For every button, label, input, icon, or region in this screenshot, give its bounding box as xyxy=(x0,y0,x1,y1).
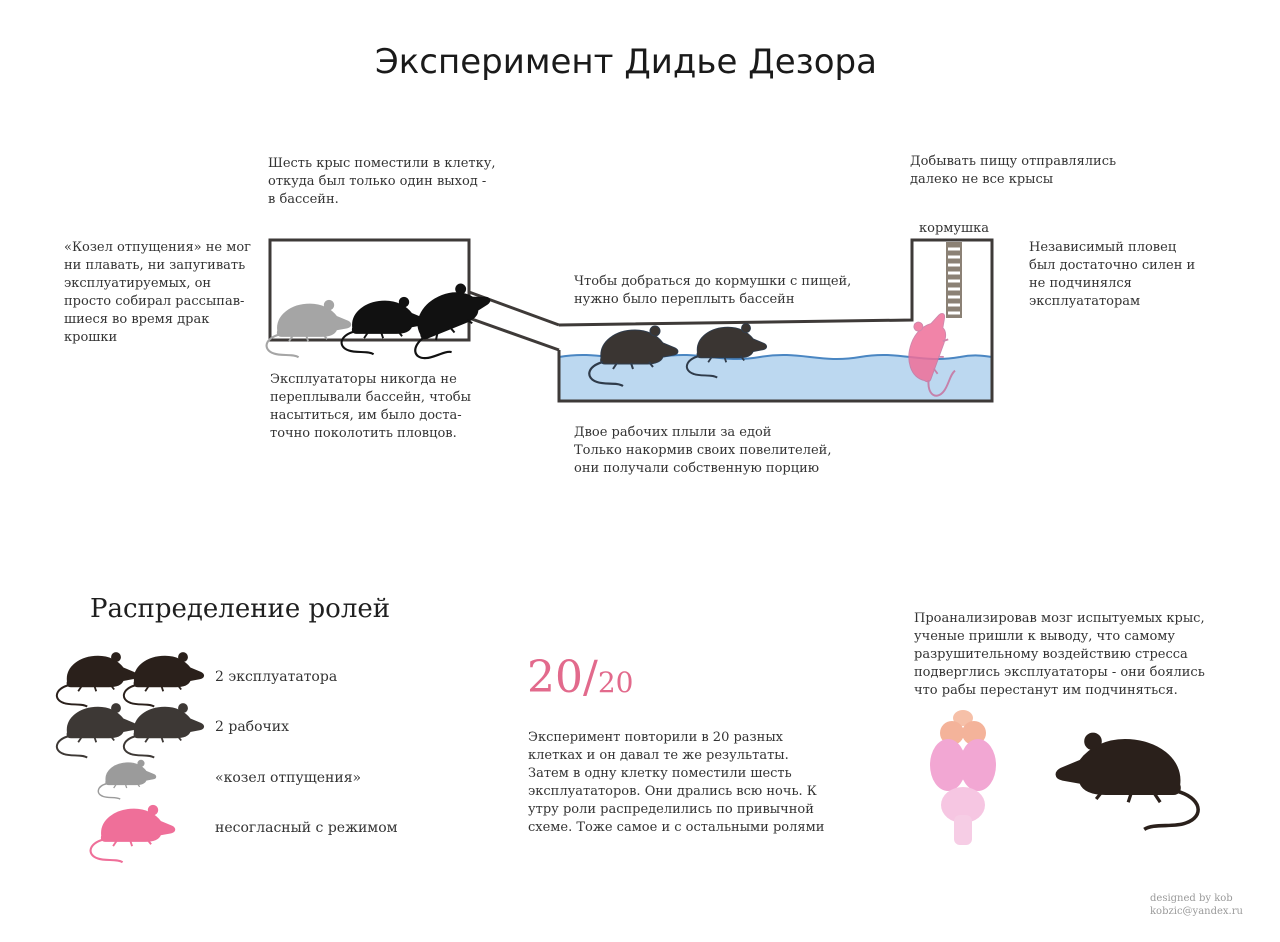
swim-annotation: Чтобы добраться до кормушки с пищей, нужно было переплыть бассейн xyxy=(574,274,852,307)
workers-annotation: Двое рабочих плыли за едой Только накормив своих повелителей, они получали собственную порцию xyxy=(574,425,832,476)
role-label: «козел отпущения» xyxy=(215,770,362,786)
ratio-big: 20/ xyxy=(527,652,598,703)
repeat-text: Эксперимент повторили в 20 разных клетках и он давал те же результаты. Затем в одну клетку поместили шесть эксплуататоров. Они дрались всю ночь. К утру роли распределились по привычной схеме. Тоже самое и с остальными ролями xyxy=(528,730,825,835)
role-label: 2 рабочих xyxy=(215,719,290,735)
page-title: Эксперимент Дидье Дезора xyxy=(375,42,877,82)
feeder-label: кормушка xyxy=(919,221,989,236)
credit: designed by kob kobzic@yandex.ru xyxy=(1150,893,1243,917)
independent-annotation: Независимый пловец был достаточно силен и не подчинялся эксплуататорам xyxy=(1029,240,1196,309)
ratio-small: 20 xyxy=(597,666,634,699)
cage-annotation: Шесть крыс поместили в клетку, откуда был только один выход - в бассейн. xyxy=(268,156,496,207)
scapegoat-annotation: «Козел отпущения» не мог ни плавать, ни запугивать эксплуатируемых, он просто собирал рассыпав- шиеся во время драк крошки xyxy=(64,240,251,345)
roles-title: Распределение ролей xyxy=(90,594,391,624)
brain-icon xyxy=(930,710,996,845)
rat-icon xyxy=(1056,733,1198,829)
exploiters-annotation: Эксплуататоры никогда не переплывали бассейн, чтобы насытиться, им было доста- точно поколотить пловцов. xyxy=(270,372,471,441)
brain-text: Проанализировав мозг испытуемых крыс, ученые пришли к выводу, что самому разрушительному воздействию стресса подверглись эксплуататоры - они боялись что рабы перестанут им подчиняться. xyxy=(914,611,1205,698)
role-label: несогласный с режимом xyxy=(215,820,398,836)
role-label: 2 эксплуататора xyxy=(215,669,338,685)
food-seekers-annotation: Добывать пищу отправлялись далеко не все крысы xyxy=(910,154,1117,187)
